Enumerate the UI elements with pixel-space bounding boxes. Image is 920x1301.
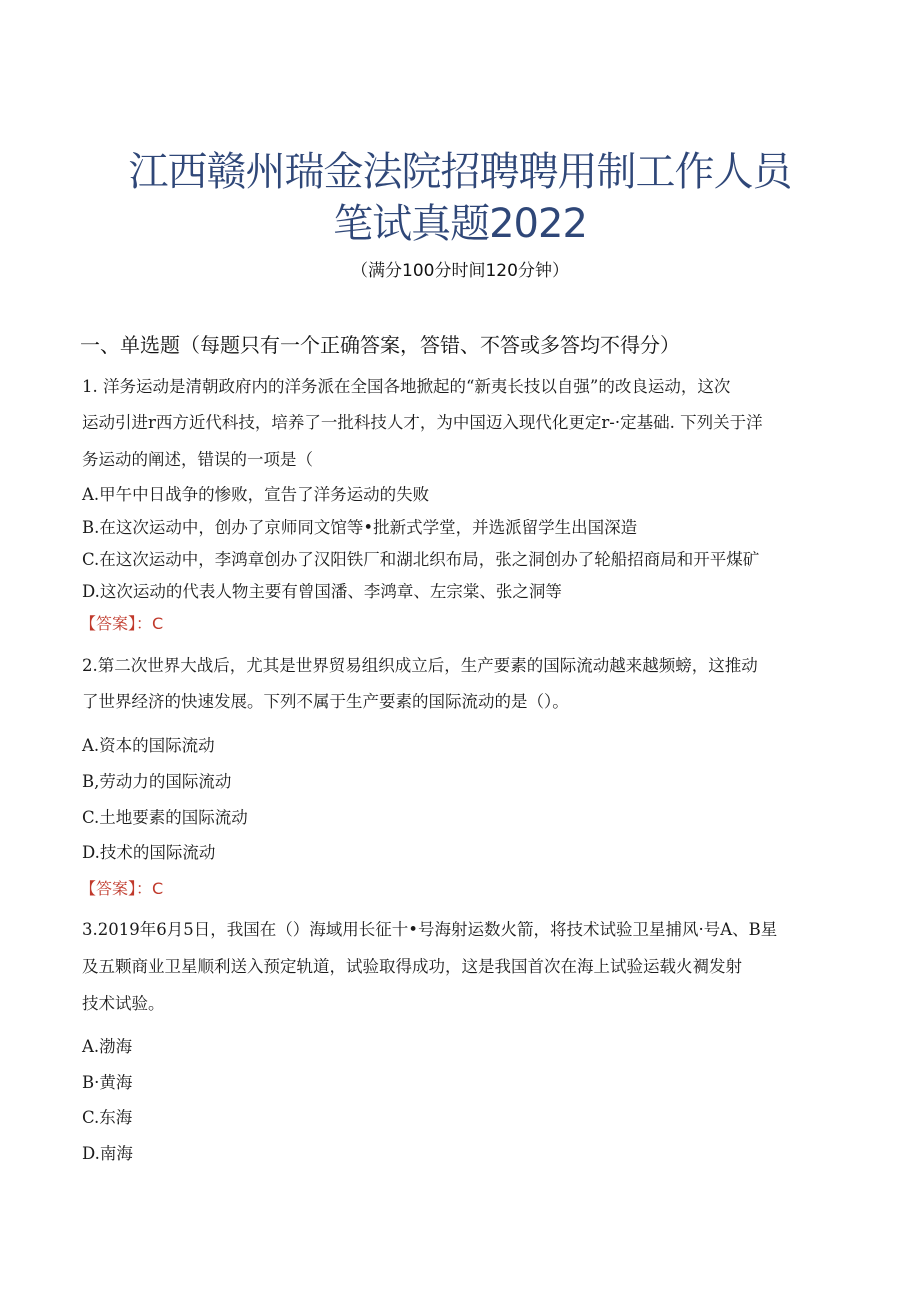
question-2-option-c: C.土地要素的国际流动 — [82, 808, 248, 827]
question-2-option-d: D.技术的国际流动 — [82, 843, 216, 862]
question-3-option-c: C.东海 — [82, 1108, 133, 1127]
question-1-stem-line-2: 运动引进r西方近代科技，培养了一批科技人才，为中国迈入现代化更定r-·定基础. 下列关于洋 — [82, 413, 763, 432]
document-title-line2: 笔试真题2022 — [333, 201, 587, 247]
question-2-answer: 【答案】：C — [80, 879, 164, 898]
document-title-line1: 江西赣州瑞金法院招聘聘用制工作人员 — [128, 149, 792, 195]
document-subtitle: （满分100分时间120分钟） — [351, 261, 569, 281]
question-2-stem-line-1: 2.第二次世界大战后，尤其是世界贸易组织成立后，生产要素的国际流动越来越频螃，这推动 — [82, 656, 758, 675]
question-3-option-d: D.南海 — [82, 1144, 133, 1163]
question-1-option-b: B.在这次运动中，创办了京师同文馆等•批新式学堂，并选派留学生出国深造 — [82, 518, 638, 537]
question-1-option-c: C.在这次运动中，李鸿章创办了汉阳铁厂和湖北织布局，张之洞创办了轮船招商局和开平煤矿 — [82, 550, 760, 569]
question-3-stem-line-1: 3.2019年6月5日，我国在（）海域用长征十•号海射运数火箭，将技术试验卫星捕风·号A、B星 — [82, 920, 778, 939]
question-2-option-a: A.资本的国际流动 — [82, 736, 215, 755]
question-1-answer: 【答案】：C — [80, 614, 164, 633]
question-1-option-a: A.甲午中日战争的惨败，宣告了洋务运动的失败 — [82, 485, 430, 504]
question-3-option-a: A.渤海 — [82, 1037, 133, 1056]
question-2-option-b: B,劳动力的国际流动 — [82, 772, 232, 791]
question-1-option-d: D.这次运动的代表人物主要有曾国潘、李鸿章、左宗棠、张之洞等 — [82, 582, 562, 601]
question-1-stem-line-3: 务运动的阐述，错误的一项是（ — [82, 450, 313, 469]
question-3-stem-line-2: 及五颗商业卫星顺利送入预定轨道，试验取得成功，这是我国首次在海上试验运载火裯发射 — [82, 957, 742, 976]
question-2-stem-line-2: 了世界经济的快速发展。下列不属于生产要素的国际流动的是（）。 — [82, 692, 569, 711]
section-heading: 一、单选题（每题只有一个正确答案，答错、不答或多答均不得分） — [80, 333, 680, 357]
question-3-option-b: B·黄海 — [82, 1073, 133, 1092]
question-3-stem-line-3: 技术试验。 — [82, 994, 165, 1013]
question-1-stem-line-1: 1. 洋务运动是清朝政府内的洋务派在全国各地掀起的“新夷长技以自强”的改良运动，这次 — [82, 377, 731, 396]
